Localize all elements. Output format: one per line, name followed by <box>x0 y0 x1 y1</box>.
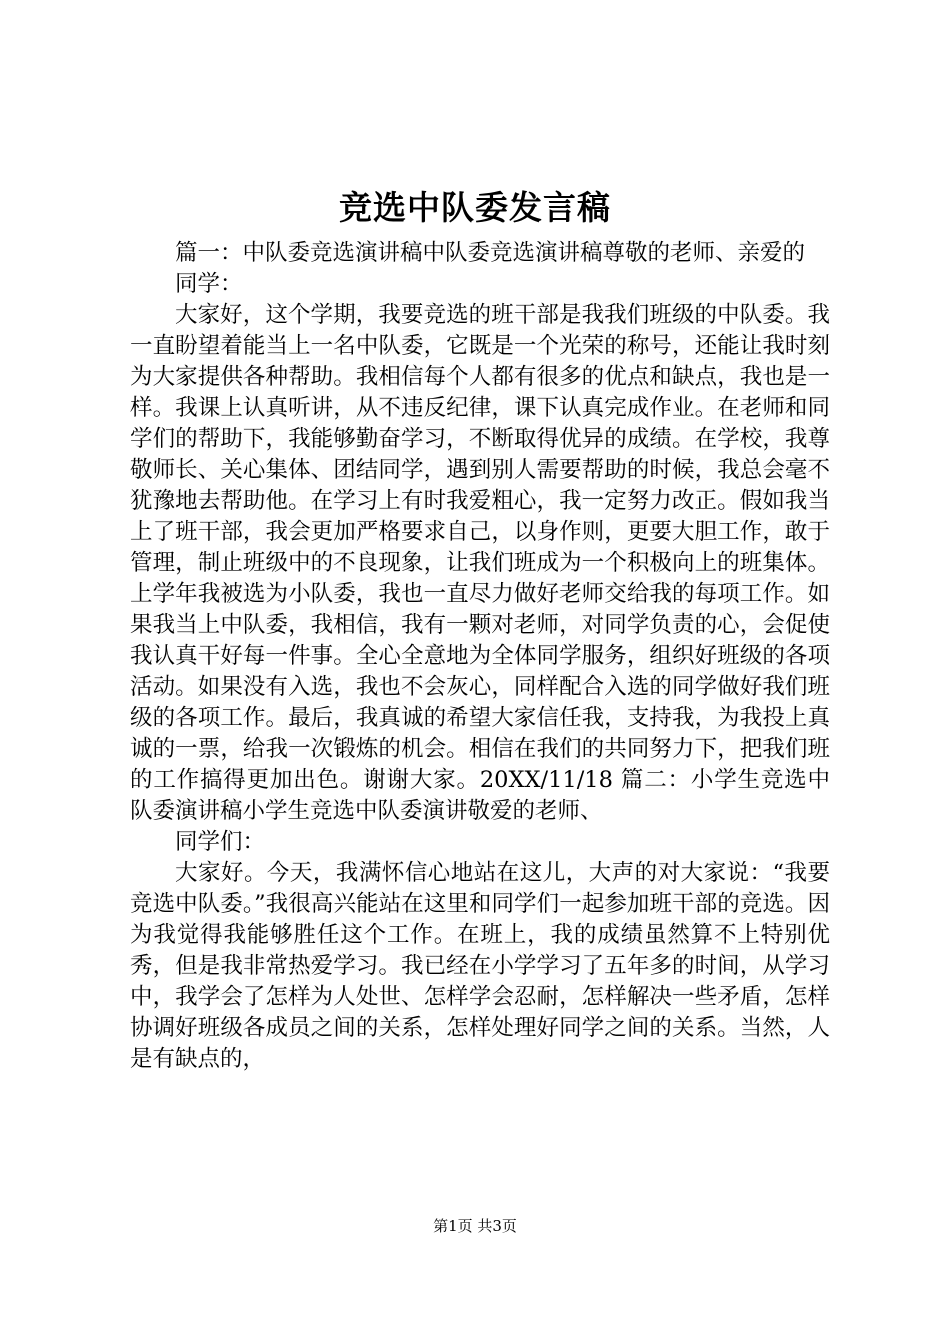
page-number: 第1页 共3页 <box>433 1217 517 1235</box>
paragraph: 大家好。今天，我满怀信心地站在这儿，大声的对大家说：“我要竞选中队委。”我很高兴能站在这里和同学们一起参加班干部的竞选。因为我觉得我能够胜任这个工作。在班上，我的成绩虽然算不上特别优秀，但是我非常热爱学习。我已经在小学学习了五年多的时间，从学习中，我学会了怎样为人处世、怎样学会忍耐，怎样解决一些矛盾，怎样协调好班级各成员之间的关系，怎样处理好同学之间的关系。当然，人是有缺点的， <box>130 860 830 1072</box>
document-body <box>130 238 830 1075</box>
paragraph: 大家好，这个学期，我要竞选的班干部是我我们班级的中队委。我一直盼望着能当上一名中队委，它既是一个光荣的称号，还能让我时刻为大家提供各种帮助。我相信每个人都有很多的优点和缺点，我也是一样。我课上认真听讲，从不违反纪律，课下认真完成作业。在老师和同学们的帮助下，我能够勤奋学习，不断取得优异的成绩。在学校，我尊敬师长、关心集体、团结同学，遇到别人需要帮助的时候，我总会毫不犹豫地去帮助他。在学习上有时我爱粗心，我一定努力改正。假如我当上了班干部，我会更加严格要求自己，以身作则，更要大胆工作，敢于管理，制止班级中的不良现象，让我们班成为一个积极向上的班集体。上学年我被选为小队委，我也一直尽力做好老师交给我的每项工作。如果我当上中队委，我相信，我有一颗对老师，对同学负责的心，会促使我认真干好每一件事。全心全意地为全体同学服务，组织好班级的各项活动。如果没有入选，我也不会灰心，同样配合入选的同学做好我们班级的各项工作。最后，我真诚的希望大家信任我，支持我，为我投上真诚的一票，给我一次锻炼的机会。相信在我们的共同努力下，把我们班的工作搞得更加出色。谢谢大家。20XX/11/18 篇二：小学生竞选中队委演讲稿小学生竞选中队委演讲敬爱的老师、 <box>130 302 830 824</box>
paragraph: 篇一：中队委竞选演讲稿中队委竞选演讲稿尊敬的老师、亲爱的 <box>175 240 806 266</box>
paragraph: 同学们： <box>175 829 266 855</box>
paragraph: 同学： <box>175 271 243 297</box>
document-title: 竞选中队委发言稿 <box>339 188 611 227</box>
